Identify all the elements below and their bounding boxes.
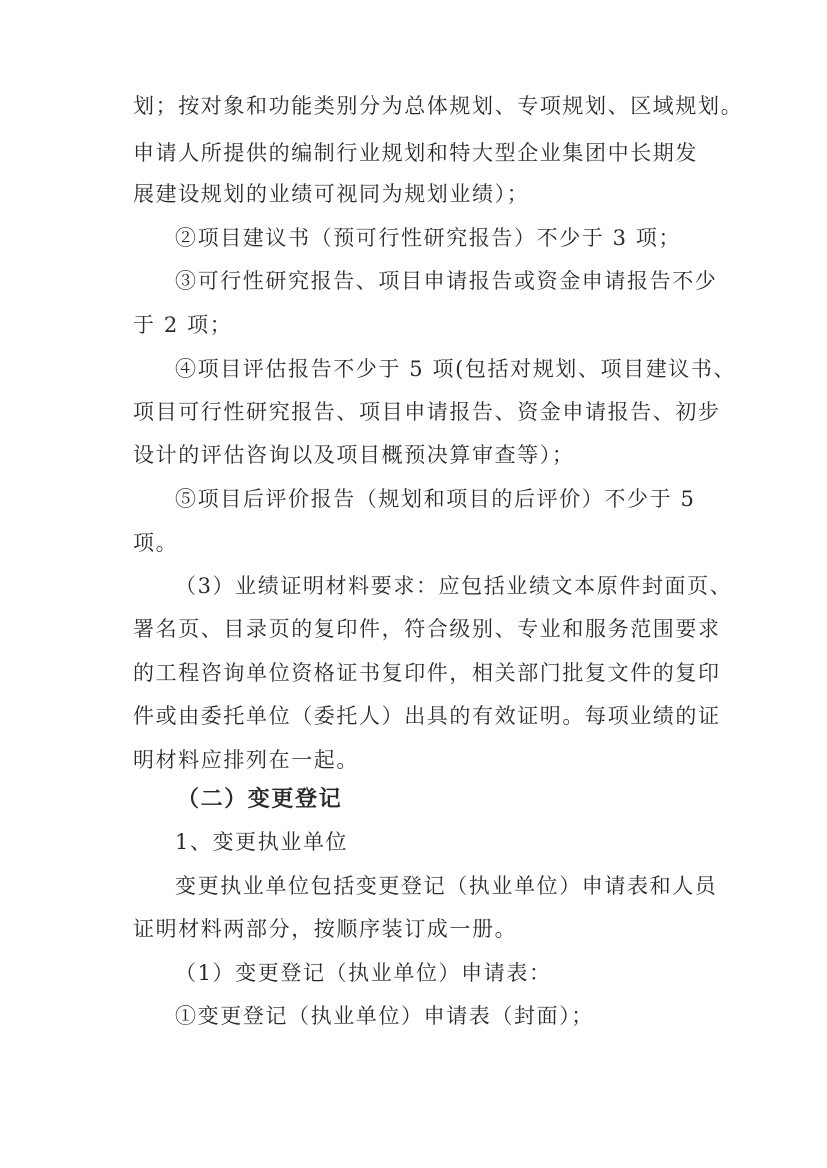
body-line: 项。 — [133, 531, 179, 555]
paragraph-requirements: （3）业绩证明材料要求：应包括业绩文本原件封面页、 — [175, 574, 733, 598]
body-line: 划；按对象和功能类别分为总体规划、专项规划、区域规划。 — [133, 94, 744, 118]
body-line: 申请人所提供的编制行业规划和特大型企业集团中长期发 — [133, 141, 698, 165]
body-line: 明材料应排列在一起。 — [133, 748, 359, 772]
body-line: 署名页、目录页的复印件，符合级别、专业和服务范围要求 — [133, 617, 721, 641]
list-item-form: （1）变更登记（执业单位）申请表： — [175, 961, 552, 985]
paragraph-change-unit: 变更执业单位包括变更登记（执业单位）申请表和人员 — [175, 874, 718, 898]
body-line: 件或由委托单位（委托人）出具的有效证明。每项业绩的证 — [133, 704, 721, 728]
list-item-2: ②项目建议书（预可行性研究报告）不少于 3 项； — [175, 226, 682, 250]
body-line: 的工程咨询单位资格证书复印件，相关部门批复文件的复印 — [133, 661, 721, 685]
body-line: 证明材料两部分，按顺序装订成一册。 — [133, 917, 518, 941]
body-line: 项目可行性研究报告、项目申请报告、资金申请报告、初步 — [133, 400, 721, 424]
list-item-form-cover: ①变更登记（执业单位）申请表（封面）； — [175, 1004, 594, 1028]
subsection-heading: 1、变更执业单位 — [175, 830, 349, 854]
section-heading: （二）变更登记 — [177, 787, 343, 812]
list-item-5: ⑤项目后评价报告（规划和项目的后评价）不少于 5 — [175, 487, 696, 511]
body-line: 展建设规划的业绩可视同为规划业绩）； — [133, 182, 530, 206]
list-item-3: ③可行性研究报告、项目申请报告或资金申请报告不少 — [175, 269, 718, 293]
list-item-4: ④项目评估报告不少于 5 项(包括对规划、项目建议书、 — [175, 357, 737, 381]
body-line: 设计的评估咨询以及项目概预决算审查等）； — [133, 443, 575, 467]
body-line: 于 2 项； — [133, 313, 233, 337]
